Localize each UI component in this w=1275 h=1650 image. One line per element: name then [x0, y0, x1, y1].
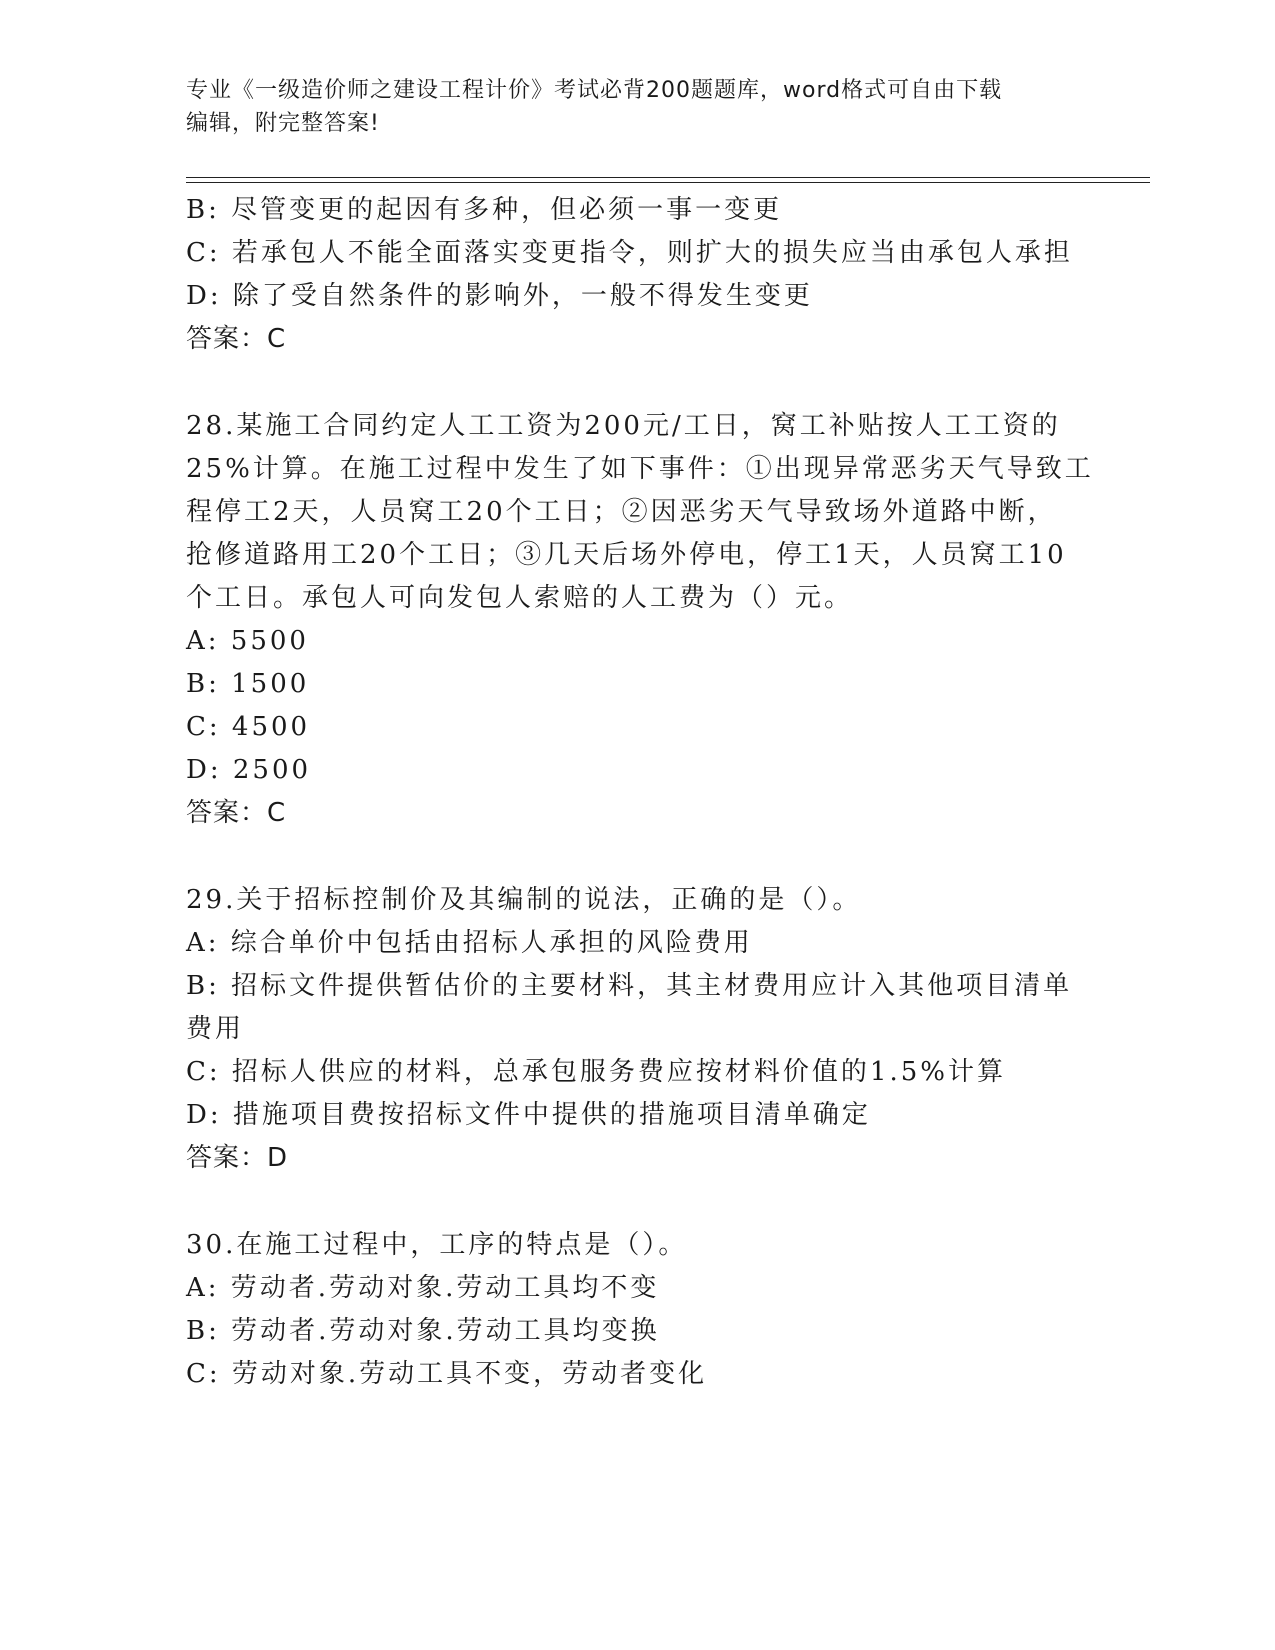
q29-option-b-line-1: B: 招标文件提供暂估价的主要材料，其主材费用应计入其他项目清单 [186, 971, 1073, 1001]
q29-option-c: C: 招标人供应的材料，总承包服务费应按材料价值的1.5%计算 [186, 1057, 1006, 1087]
q28-option-d: D: 2500 [186, 755, 312, 785]
q29-answer: 答案：D [186, 1143, 289, 1173]
q28-answer: 答案：C [186, 798, 287, 828]
q30-option-b: B: 劳动者.劳动对象.劳动工具均变换 [186, 1316, 660, 1346]
q28-option-b: B: 1500 [186, 669, 310, 699]
q28-stem-line-5: 个工日。承包人可向发包人索赔的人工费为（）元。 [186, 583, 854, 613]
q27-option-d: D: 除了受自然条件的影响外，一般不得发生变更 [186, 281, 813, 311]
document-header [186, 74, 1066, 140]
header-rule-bottom [186, 182, 1150, 183]
q30-option-a: A: 劳动者.劳动对象.劳动工具均不变 [186, 1273, 660, 1303]
q27-option-c: C: 若承包人不能全面落实变更指令，则扩大的损失应当由承包人承担 [186, 238, 1073, 268]
q30-option-c: C: 劳动对象.劳动工具不变，劳动者变化 [186, 1359, 708, 1389]
q27-answer: 答案：C [186, 324, 287, 354]
header-line-2: 编辑，附完整答案! [186, 111, 380, 136]
q29-option-a: A: 综合单价中包括由招标人承担的风险费用 [186, 928, 753, 958]
q28-stem-line-1: 28.某施工合同约定人工工资为200元/工日，窝工补贴按人工工资的 [186, 411, 1061, 441]
q28-option-c: C: 4500 [186, 712, 311, 742]
q28-option-a: A: 5500 [186, 626, 309, 656]
header-rule-top [186, 177, 1150, 178]
header-line-1: 专业《一级造价师之建设工程计价》考试必背200题题库，word格式可自由下载 [186, 78, 1003, 103]
q28-stem-line-3: 程停工2天，人员窝工20个工日；②因恶劣天气导致场外道路中断， [186, 497, 1057, 527]
q29-option-d: D: 措施项目费按招标文件中提供的措施项目清单确定 [186, 1100, 871, 1130]
q30-stem: 30.在施工过程中，工序的特点是（）。 [186, 1230, 688, 1260]
q27-option-b: B: 尽管变更的起因有多种，但必须一事一变更 [186, 195, 783, 225]
q28-stem-line-4: 抢修道路用工20个工日；③几天后场外停电，停工1天，人员窝工10 [186, 540, 1067, 570]
q29-option-b-line-2: 费用 [186, 1014, 245, 1044]
q28-stem-line-2: 25%计算。在施工过程中发生了如下事件：①出现异常恶劣天气导致工 [186, 454, 1094, 484]
q29-stem: 29.关于招标控制价及其编制的说法，正确的是（）。 [186, 885, 862, 915]
